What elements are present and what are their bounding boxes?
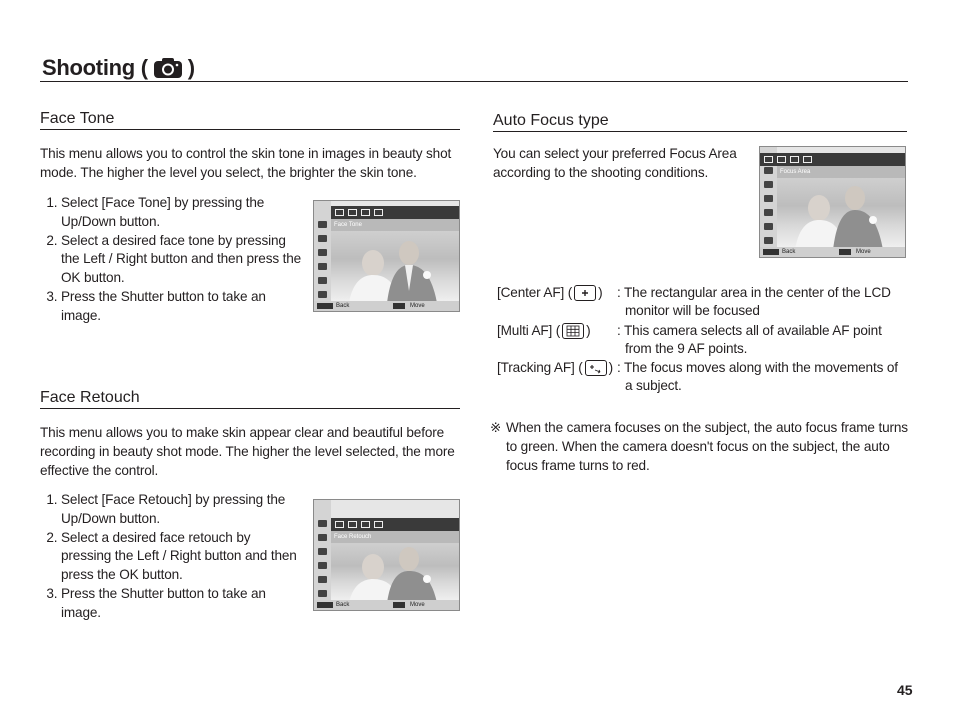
step-item: 1. Select [Face Retouch] by pressing the Up/Down button. bbox=[61, 491, 302, 529]
couple-photo bbox=[331, 231, 459, 301]
af-label-close: ) bbox=[586, 322, 591, 338]
lcd-move-label: Move bbox=[410, 303, 425, 309]
reference-mark: ※ bbox=[490, 420, 502, 435]
lcd-back-label: Back bbox=[782, 249, 796, 255]
af-type-row bbox=[497, 284, 907, 321]
af-label-open: [Tracking AF] ( bbox=[497, 360, 583, 376]
menu-key-icon bbox=[317, 303, 333, 309]
focus-area-lcd-screen bbox=[759, 146, 906, 258]
couple-photo bbox=[777, 178, 905, 247]
lcd-menu-name: Face Retouch bbox=[331, 531, 459, 543]
step-item: 3. Press the Shutter button to take an image. bbox=[61, 585, 302, 623]
lcd-menu-name: Focus Area bbox=[777, 166, 905, 178]
step-item: 1. Select [Face Tone] by pressing the Up/Down button. bbox=[61, 194, 302, 232]
lcd-bottom-bar bbox=[760, 247, 905, 257]
lcd-side-menu bbox=[314, 201, 331, 311]
step-item: 3. Press the Shutter button to take an image. bbox=[61, 288, 302, 326]
move-key-icon bbox=[393, 602, 405, 608]
af-types-table bbox=[497, 284, 907, 397]
multi-af-icon bbox=[562, 323, 584, 339]
lcd-move-label: Move bbox=[856, 249, 871, 255]
menu-key-icon bbox=[317, 602, 333, 608]
lcd-back-label: Back bbox=[336, 602, 350, 608]
lcd-bottom-bar bbox=[314, 600, 459, 610]
move-key-icon bbox=[393, 303, 405, 309]
page-number: 45 bbox=[897, 682, 913, 698]
af-note bbox=[490, 419, 910, 475]
lcd-side-menu bbox=[314, 500, 331, 610]
lcd-option-bar bbox=[331, 206, 459, 219]
face-tone-steps bbox=[40, 194, 302, 326]
face-tone-heading: Face Tone bbox=[40, 110, 460, 130]
af-note-text: When the camera focuses on the subject, the auto focus frame turns to green. When the camera doesn't focus on the subject, the auto focus frame turns to red. bbox=[506, 420, 908, 473]
face-retouch-steps bbox=[40, 491, 302, 623]
camera-icon bbox=[153, 57, 183, 79]
center-af-icon bbox=[574, 285, 596, 301]
af-type-row bbox=[497, 322, 907, 359]
af-label-close: ) bbox=[608, 360, 614, 376]
af-type-row bbox=[497, 359, 907, 396]
move-key-icon bbox=[839, 249, 851, 255]
tracking-af-icon bbox=[585, 360, 607, 376]
step-item: 2. Select a desired face retouch by pressing the Left / Right button and then press the OK button. bbox=[61, 529, 302, 585]
lcd-move-label: Move bbox=[410, 602, 425, 608]
page-title-prefix: Shooting ( bbox=[42, 55, 148, 80]
af-type-desc: : This camera selects all of available AF point from the 9 AF points. bbox=[617, 322, 882, 356]
step-item: 2. Select a desired face tone by pressing the Left / Right button and then press the OK button. bbox=[61, 232, 302, 288]
lcd-menu-name: Face Tone bbox=[331, 219, 459, 231]
af-label-open: [Center AF] ( bbox=[497, 285, 573, 300]
af-label-close: ) bbox=[598, 285, 603, 300]
face-tone-lcd-screen bbox=[313, 200, 460, 312]
af-type-label bbox=[497, 359, 613, 377]
lcd-option-bar bbox=[331, 518, 459, 531]
af-type-label bbox=[497, 284, 603, 302]
couple-photo bbox=[331, 543, 459, 600]
menu-key-icon bbox=[763, 249, 779, 255]
af-type-desc: : The focus moves along with the movements of a subject. bbox=[617, 360, 898, 394]
auto-focus-intro: You can select your preferred Focus Area according to the shooting conditions. bbox=[493, 146, 737, 180]
lcd-back-label: Back bbox=[336, 303, 350, 309]
auto-focus-heading: Auto Focus type bbox=[493, 112, 907, 132]
face-retouch-lcd-screen bbox=[313, 499, 460, 611]
lcd-option-bar bbox=[760, 153, 905, 166]
face-retouch-intro: This menu allows you to make skin appear clear and beautiful before recording in beauty shot mode. The higher the level selected, the more effective the control. bbox=[40, 425, 455, 478]
page-title-suffix: ) bbox=[187, 55, 195, 80]
af-label-open: [Multi AF] ( bbox=[497, 322, 561, 338]
face-tone-intro: This menu allows you to control the skin tone in images in beauty shot mode. The higher the level you select, the brighter the skin tone. bbox=[40, 146, 452, 180]
title-rule bbox=[40, 81, 908, 82]
lcd-bottom-bar bbox=[314, 301, 459, 311]
page-title bbox=[42, 55, 195, 81]
af-type-desc: : The rectangular area in the center of the LCD monitor will be focused bbox=[617, 285, 891, 319]
af-type-label bbox=[497, 322, 591, 340]
face-retouch-heading: Face Retouch bbox=[40, 389, 460, 409]
